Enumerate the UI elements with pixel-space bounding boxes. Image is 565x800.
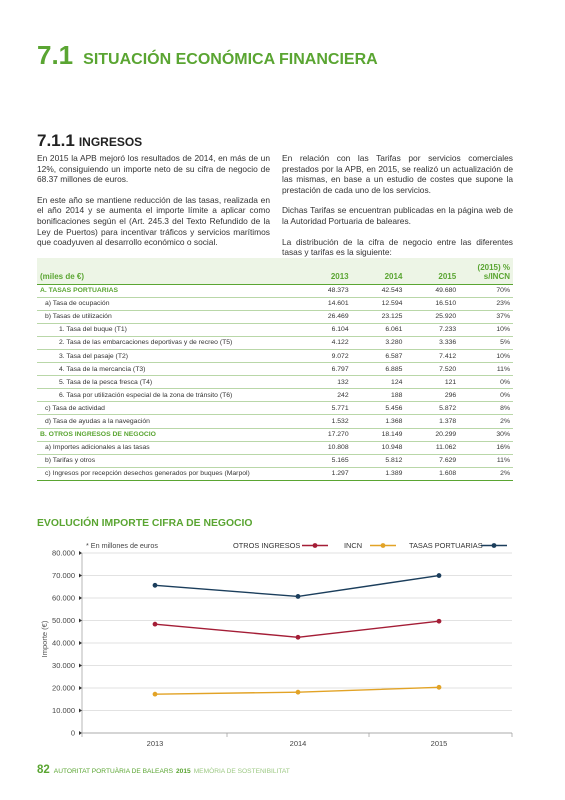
table-row (37, 389, 513, 402)
row-2015: 121 (405, 376, 459, 389)
row-2014: 6.587 (352, 349, 406, 362)
x-tick-label: 2014 (289, 739, 307, 748)
table-row (37, 428, 513, 441)
legend-label: INCN (344, 541, 363, 550)
row-label: b) Tarifas y otros (37, 454, 298, 467)
table-row (37, 284, 513, 297)
row-2014: 42.543 (352, 284, 406, 297)
section-number: 7.1 (37, 40, 74, 70)
row-label: c) Tasa de actividad (37, 402, 298, 415)
row-2015: 3.336 (405, 336, 459, 349)
row-label: a) Tasa de ocupación (37, 297, 298, 310)
tick-arrow-icon (79, 551, 82, 555)
row-2014: 5.456 (352, 402, 406, 415)
row-2014: 188 (352, 389, 406, 402)
legend-marker (313, 543, 318, 548)
left-paragraph-1: En 2015 la APB mejoró los resultados de 2014, en más de un 12%, consiguiendo un importe neto de su cifra de negocio de 68.37 millones de euros. (37, 153, 270, 185)
row-2013: 6.797 (298, 363, 352, 376)
header-2014: 2014 (352, 258, 406, 284)
chart-series (153, 573, 442, 696)
row-label: A. TASAS PORTUARIAS (37, 284, 298, 297)
row-label: a) Importes adicionales a las tasas (37, 441, 298, 454)
row-label: 2. Tasa de las embarcaciones deportivas y de recreo (T5) (37, 336, 298, 349)
row-2015: 7.520 (405, 363, 459, 376)
row-label: 6. Tasa por utilización especial de la zona de tránsito (T6) (37, 389, 298, 402)
row-pct: 0% (459, 389, 513, 402)
row-2013: 132 (298, 376, 352, 389)
tick-arrow-icon (79, 596, 82, 600)
row-pct: 70% (459, 284, 513, 297)
row-pct: 16% (459, 441, 513, 454)
chart-note: * En millones de euros (86, 541, 158, 550)
row-2014: 1.389 (352, 467, 406, 480)
row-2014: 6.061 (352, 323, 406, 336)
y-tick-label: 30.000 (52, 661, 75, 670)
tick-arrow-icon (79, 731, 82, 735)
page-number: 82 (37, 764, 50, 776)
tick-arrow-icon (79, 686, 82, 690)
row-pct: 23% (459, 297, 513, 310)
row-2014: 12.594 (352, 297, 406, 310)
y-tick-label: 60.000 (52, 593, 75, 603)
table-row (37, 297, 513, 310)
footer-organization: AUTORITAT PORTUÀRIA DE BALEARS (53, 768, 174, 775)
row-2013: 5.771 (298, 402, 352, 415)
series-point (296, 635, 301, 640)
footer-report-name: MEMÒRIA DE SOSTENIBILITAT (193, 768, 290, 775)
row-pct: 37% (459, 310, 513, 323)
section-title: SITUACIÓN ECONÓMICA FINANCIERA (83, 51, 378, 68)
header-pct: (2015) % s/INCN (459, 258, 513, 284)
tick-arrow-icon (79, 619, 82, 623)
row-pct: 10% (459, 323, 513, 336)
series-point (437, 685, 442, 690)
row-pct: 8% (459, 402, 513, 415)
series-point (153, 583, 158, 588)
row-2015: 7.233 (405, 323, 459, 336)
revenue-line-chart (0, 530, 565, 760)
table-row (37, 363, 513, 376)
page-footer (37, 764, 290, 776)
legend-marker (381, 543, 386, 548)
row-2015: 7.629 (405, 454, 459, 467)
table-row (37, 402, 513, 415)
row-2013: 4.122 (298, 336, 352, 349)
series-point (153, 622, 158, 627)
right-paragraph-1: En relación con las Tarifas por servicios comerciales prestados por la APB, en 2015, se realizó un actualización de las mismas, en base a un estudio de costes que supone la prestación de cada uno de los servicios. (282, 153, 513, 195)
y-tick-label: 20.000 (52, 683, 75, 693)
chart-title: EVOLUCIÓN IMPORTE CIFRA DE NEGOCIO (37, 518, 253, 529)
row-label: 3. Tasa del pasaje (T2) (37, 349, 298, 362)
row-label: d) Tasa de ayudas a la navegación (37, 415, 298, 428)
footer-year: 2015 (176, 768, 191, 775)
tick-arrow-icon (79, 664, 82, 668)
row-2013: 26.469 (298, 310, 352, 323)
x-tick-label: 2013 (146, 739, 164, 748)
row-label: b) Tasas de utilización (37, 310, 298, 323)
row-2013: 10.808 (298, 441, 352, 454)
row-pct: 2% (459, 467, 513, 480)
table-row (37, 349, 513, 362)
table-row (37, 323, 513, 336)
tick-arrow-icon (79, 709, 82, 713)
row-2015: 25.920 (405, 310, 459, 323)
row-2015: 5.872 (405, 402, 459, 415)
row-2014: 1.368 (352, 415, 406, 428)
right-paragraph-3: La distribución de la cifra de negocio entre las diferentes tasas y tarifas es la siguiente: (282, 236, 513, 258)
row-2014: 3.280 (352, 336, 406, 349)
table-row (37, 336, 513, 349)
row-label: 5. Tasa de la pesca fresca (T4) (37, 376, 298, 389)
row-pct: 0% (459, 376, 513, 389)
header-units: (miles de €) (37, 258, 298, 284)
row-2014: 23.125 (352, 310, 406, 323)
table-row (37, 454, 513, 467)
row-2014: 6.885 (352, 363, 406, 376)
row-label: B. OTROS INGRESOS DE NEGOCIO (37, 428, 298, 441)
section-heading (37, 40, 378, 71)
row-pct: 30% (459, 428, 513, 441)
row-2014: 18.149 (352, 428, 406, 441)
x-axis-ticks (82, 733, 512, 748)
legend-label: OTROS INGRESOS (233, 541, 301, 550)
series-point (437, 573, 442, 578)
row-2013: 17.270 (298, 428, 352, 441)
table-row (37, 310, 513, 323)
row-2015: 16.510 (405, 297, 459, 310)
table-row (37, 441, 513, 454)
row-label: c) Ingresos por recepción desechos generados por buques (Marpol) (37, 467, 298, 480)
series-point (153, 692, 158, 697)
right-column-text (282, 153, 513, 268)
table-row (37, 415, 513, 428)
row-2013: 48.373 (298, 284, 352, 297)
row-pct: 5% (459, 336, 513, 349)
left-paragraph-2: En este año se mantiene reducción de las tasas, realizada en el año 2014 y se aumenta el importe límite a aplicar como bonificaciones según el (Art. 245.3 del Texto Refundido de la Ley de Puertos) para incentivar tráficos y servicios marítimos que coadyuven al desarrollo económico o social. (37, 194, 270, 248)
y-axis-ticks (52, 549, 82, 738)
y-tick-label: 50.000 (52, 616, 75, 625)
revenue-table (37, 258, 513, 481)
row-pct: 11% (459, 454, 513, 467)
row-2015: 296 (405, 389, 459, 402)
row-2013: 14.601 (298, 297, 352, 310)
row-2015: 20.299 (405, 428, 459, 441)
right-paragraph-2: Dichas Tarifas se encuentran publicadas en la página web de la Autoridad Portuaria de baleares. (282, 205, 513, 226)
chart-legend (233, 541, 507, 550)
series-point (296, 690, 301, 695)
row-2015: 11.062 (405, 441, 459, 454)
row-2013: 1.297 (298, 467, 352, 480)
row-2015: 1.608 (405, 467, 459, 480)
row-2014: 5.812 (352, 454, 406, 467)
header-2015: 2015 (405, 258, 459, 284)
series-point (296, 594, 301, 599)
series-line (155, 621, 439, 637)
y-tick-label: 40.000 (52, 638, 75, 648)
header-2013: 2013 (298, 258, 352, 284)
y-tick-label: 10.000 (52, 706, 75, 715)
y-axis-label: Importe (€) (40, 620, 49, 658)
y-tick-label: 80.000 (52, 548, 75, 558)
legend-marker (492, 543, 497, 548)
row-2015: 1.378 (405, 415, 459, 428)
chart-grid (82, 553, 512, 733)
table-row (37, 467, 513, 480)
series-point (437, 619, 442, 624)
table-header-row (37, 258, 513, 284)
row-2015: 49.680 (405, 284, 459, 297)
row-pct: 10% (459, 349, 513, 362)
subsection-heading (37, 131, 142, 151)
row-2015: 7.412 (405, 349, 459, 362)
table-row (37, 376, 513, 389)
left-column-text (37, 153, 270, 258)
subsection-number: 7.1.1 (37, 131, 75, 150)
series-line (155, 576, 439, 597)
tick-arrow-icon (79, 574, 82, 578)
row-2013: 5.165 (298, 454, 352, 467)
row-label: 1. Tasa del buque (T1) (37, 323, 298, 336)
row-2013: 9.072 (298, 349, 352, 362)
row-label: 4. Tasa de la mercancía (T3) (37, 363, 298, 376)
row-2013: 6.104 (298, 323, 352, 336)
x-tick-label: 2015 (430, 739, 448, 748)
row-2014: 10.948 (352, 441, 406, 454)
y-tick-label: 0 (70, 728, 75, 738)
row-2013: 1.532 (298, 415, 352, 428)
row-2014: 124 (352, 376, 406, 389)
row-pct: 2% (459, 415, 513, 428)
row-pct: 11% (459, 363, 513, 376)
subsection-title: INGRESOS (78, 135, 143, 149)
row-2013: 242 (298, 389, 352, 402)
y-tick-label: 70.000 (52, 571, 75, 580)
legend-label: TASAS PORTUARIAS (409, 541, 483, 550)
tick-arrow-icon (79, 641, 82, 645)
